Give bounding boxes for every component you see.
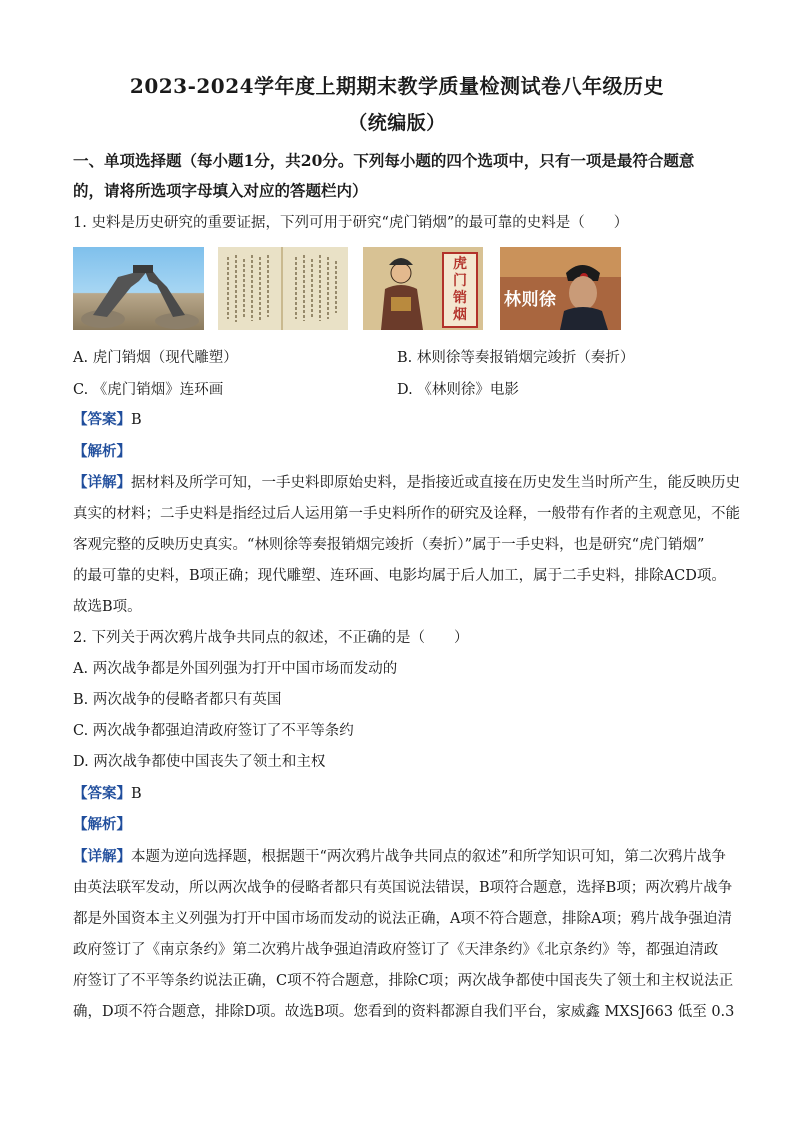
section-heading-line-1: 一、单项选择题（每小题1分，共20分。下列每小题的四个选项中，只有一项是最符合题意 (73, 151, 695, 170)
comic-cover-title: 虎门销烟 (453, 256, 467, 323)
detail-tag: 【详解】 (73, 474, 131, 491)
q2-detail-line: 政府签订了《南京条约》第二次鸦片战争强迫清政府签订了《天津条约》《北京条约》等，都强迫清政 (73, 942, 719, 958)
sculpture-image (73, 247, 204, 330)
section-heading-line-2: 的，请将所选项字母填入对应的答题栏内） (73, 181, 368, 200)
film-poster-title: 林则徐 (504, 290, 557, 310)
q2-detail-line: 府签订了不平等条约说法正确，C项不符合题意，排除C项；两次战争都使中国丧失了领土和主权说法正 (73, 973, 734, 989)
q2-detail-line (73, 847, 726, 867)
q2-answer (73, 784, 142, 804)
answer-tag: 【答案】 (73, 785, 131, 802)
q2-stem: 2. 下列关于两次鸦片战争共同点的叙述，不正确的是（ ） (73, 630, 469, 646)
q2-detail-line: 由英法联军发动，所以两次战争的侵略者都只有英国说法错误，B项符合题意，选择B项；两次鸦片战争 (73, 880, 733, 896)
q1-analysis-tag (73, 442, 131, 462)
detail-tag: 【详解】 (73, 848, 131, 865)
q1-answer (73, 410, 142, 430)
film-poster-image (500, 247, 621, 330)
q1-detail-line: 客观完整的反映历史真实。“林则徐等奏报销烟完竣折（奏折）”属于一手史料，也是研究“虎门销烟” (73, 537, 705, 553)
q1-option-d: D. 《林则徐》电影 (397, 382, 519, 398)
q1-detail-text: 据材料及所学可知，一手史料即原始史料，是指接近或直接在历史发生当时所产生，能反映历史 (131, 475, 740, 491)
q2-option-c: C. 两次战争都强迫清政府签订了不平等条约 (73, 723, 354, 739)
answer-tag: 【答案】 (73, 411, 131, 428)
q1-detail-line: 真实的材料；二手史料是指经过后人运用第一手史料所作的研究及诠释，一般带有作者的主观意见，不能 (73, 506, 740, 522)
q2-option-d: D. 两次战争都使中国丧失了领土和主权 (73, 754, 326, 770)
q2-detail-line: 确，D项不符合题意，排除D项。故选B项。您看到的资料都源自我们平台，家威鑫 MXSJ663 低至 0.3 (73, 1004, 735, 1020)
exam-title: 2023-2024学年度上期期末教学质量检测试卷八年级历史 (129, 74, 665, 98)
analysis-tag: 【解析】 (73, 816, 131, 833)
q1-answer-value: B (131, 412, 142, 428)
q1-option-c: C. 《虎门销烟》连环画 (73, 382, 224, 398)
analysis-tag: 【解析】 (73, 443, 131, 460)
q1-detail-line: 故选B项。 (73, 599, 142, 615)
memorial-document-image (218, 247, 348, 330)
q2-option-a: A. 两次战争都是外国列强为打开中国市场而发动的 (73, 661, 398, 677)
q2-detail-text: 本题为逆向选择题，根据题干“两次鸦片战争共同点的叙述”和所学知识可知，第二次鸦片战争 (131, 849, 726, 865)
q1-option-a: A. 虎门销烟（现代雕塑） (73, 350, 238, 366)
q1-stem: 1. 史料是历史研究的重要证据，下列可用于研究“虎门销烟”的最可靠的史料是（ ） (73, 215, 629, 231)
q1-detail-line: 的最可靠的史料，B项正确；现代雕塑、连环画、电影均属于后人加工，属于二手史料，排除ACD项。 (73, 568, 726, 584)
q2-detail-line: 都是外国资本主义列强为打开中国市场而发动的说法正确，A项不符合题意，排除A项；鸦片战争强迫清 (73, 911, 732, 927)
q1-detail-line (73, 473, 740, 493)
q2-analysis-tag (73, 815, 131, 835)
q2-answer-value: B (131, 786, 142, 802)
q1-option-b: B. 林则徐等奏报销烟完竣折（奏折） (397, 350, 635, 366)
exam-subtitle: （统编版） (348, 112, 446, 134)
q2-option-b: B. 两次战争的侵略者都只有英国 (73, 692, 282, 708)
comic-cover-image (363, 247, 483, 330)
